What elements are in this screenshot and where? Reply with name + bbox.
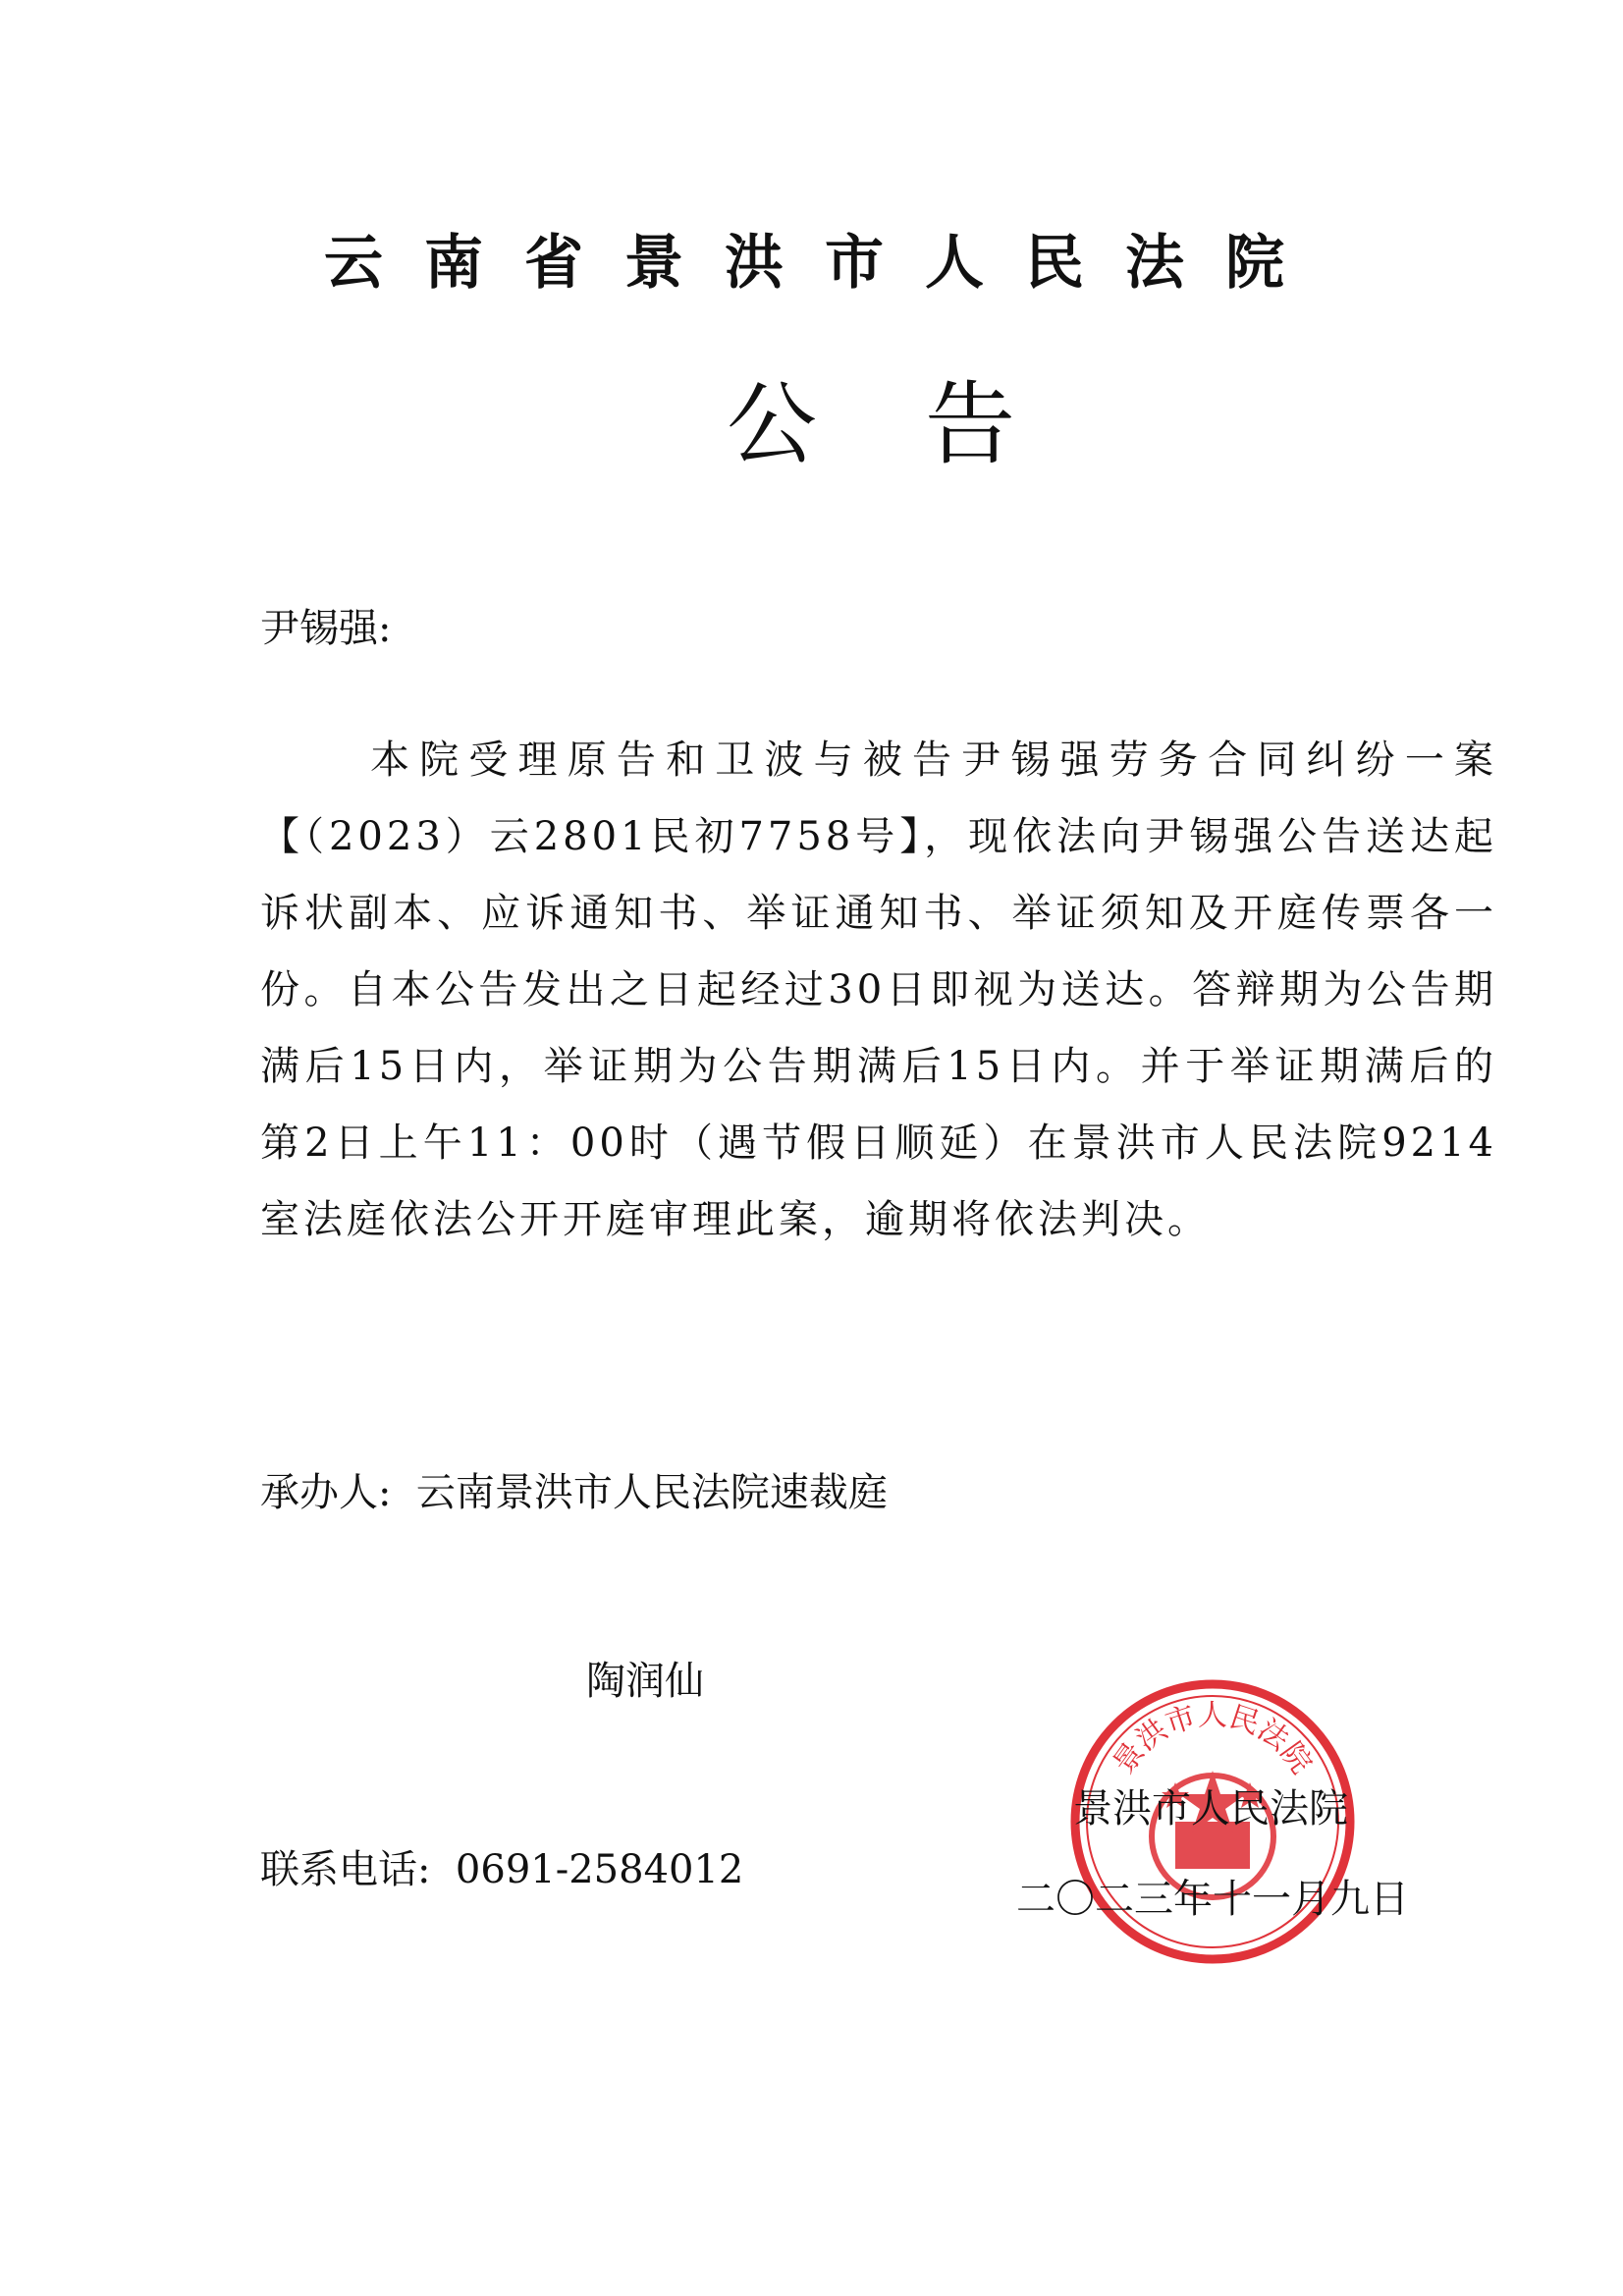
handler-line xyxy=(260,1461,888,1524)
court-name-heading: 云南省景洪市人民法院 xyxy=(324,229,1325,298)
phone-number: 0691-2584012 xyxy=(455,1847,744,1892)
addressee: 尹锡强: xyxy=(260,606,392,651)
seal-text: 景洪市人民法院 xyxy=(1107,1698,1319,1780)
notice-body: 本院受理原告和卫波与被告尹锡强劳务合同纠纷一案【（2023）云2801民初7758号】，现依法向尹锡强公告送达起诉状副本、应诉通知书、举证通知书、举证须知及开庭传票各一份。自本公告发出之日起经过30日即视为送达。答辩期为公告期满后15日内，举证期为公告期满后15日内。并于举证期满后的第2日上午11：00时（遇节假日顺延）在景洪市人民法院9214室法庭依法公开开庭审理此案，逾期将依法判决。 xyxy=(260,738,1497,1242)
handler-label: 承办人: xyxy=(260,1470,392,1515)
phone-line xyxy=(260,1838,888,1901)
signature-court: 景洪市人民法院 xyxy=(1073,1786,1348,1831)
phone-label: 联系电话: xyxy=(260,1847,431,1892)
signature-date: 二〇二三年十一月九日 xyxy=(1016,1877,1409,1922)
contact-block xyxy=(260,1336,888,1964)
notice-title: 公告 xyxy=(727,372,1124,477)
handler-dept: 云南景洪市人民法院速裁庭 xyxy=(415,1470,888,1515)
handler-name: 陶润仙 xyxy=(586,1659,704,1704)
